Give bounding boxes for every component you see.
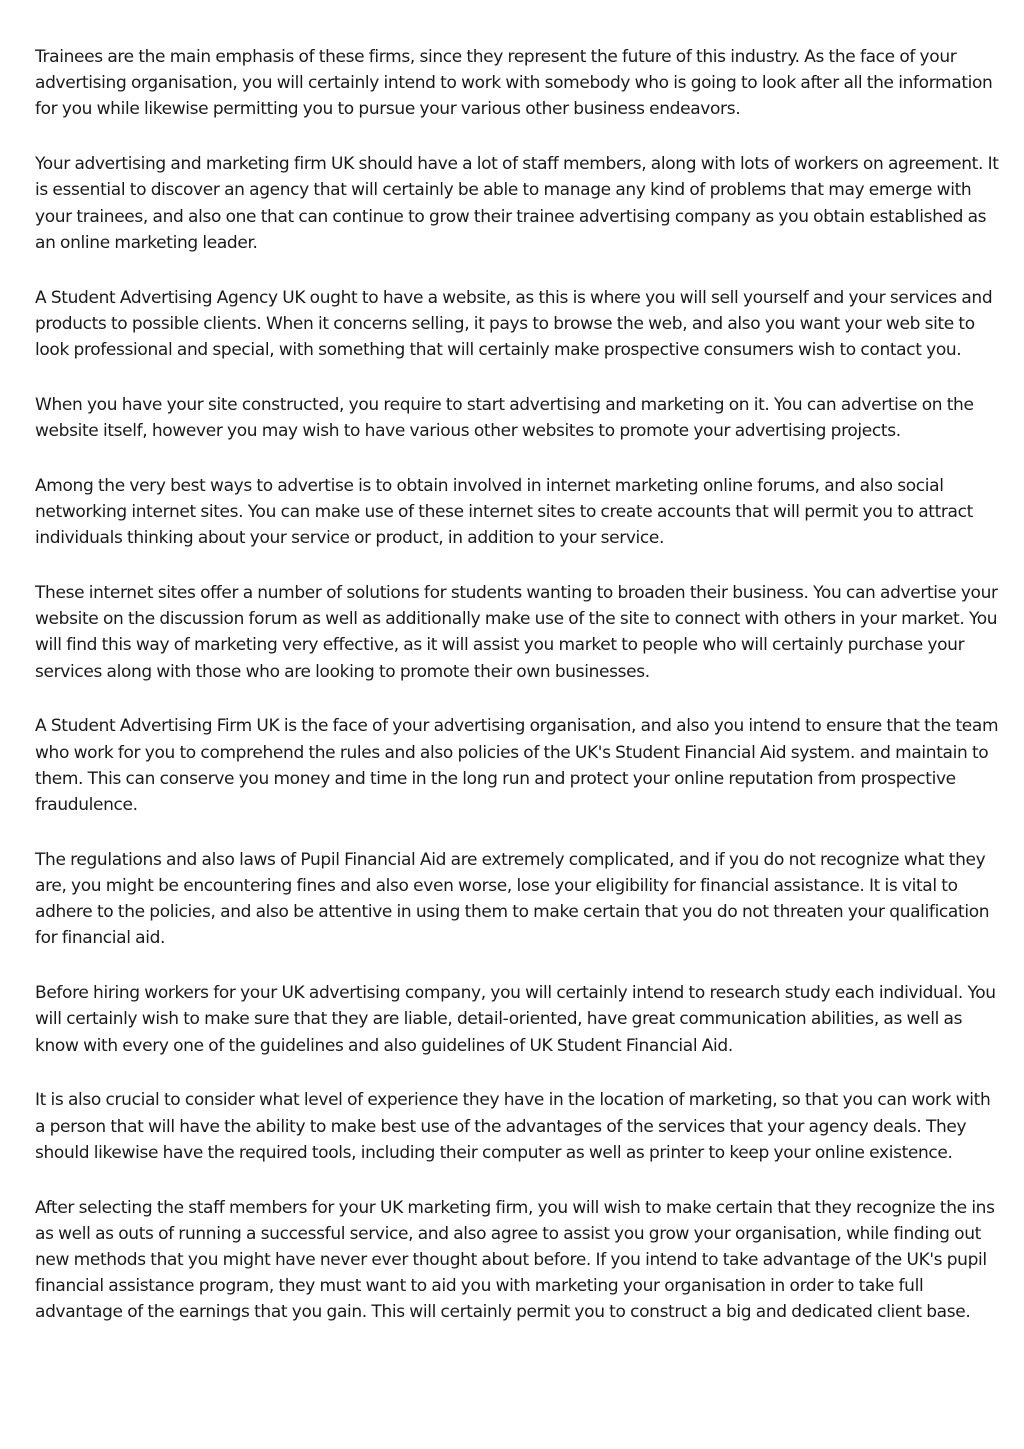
- paragraph-10: It is also crucial to consider what level of experience they have in the location of marketing, so that you can work with a person that will have the ability to make best use of the advantages of the services that your agency deals. They should likewise have the required tools, including their computer as well as printer to keep your online existence.: [35, 1090, 991, 1163]
- paragraph-7: A Student Advertising Firm UK is the face of your advertising organisation, and also you intend to ensure that the team who work for you to comprehend the rules and also policies of the UK's Student Financial Aid system. and maintain to them. This can conserve you money and time in the long run and protect your online reputation from prospective fraudulence.: [35, 716, 999, 816]
- paragraph-3: A Student Advertising Agency UK ought to have a website, as this is where you will sell yourself and your services and products to possible clients. When it concerns selling, it pays to browse the web, and also you want your web site to look professional and special, with something that will certainly make prospective consumers wish to contact you.: [35, 287, 993, 361]
- paragraph-11: After selecting the staff members for your UK marketing firm, you will wish to make certain that they recognize the ins as well as outs of running a successful service, and also agree to assist you grow your organisation, while finding out new methods that you might have never ever thought about before. If you intend to take advantage of the UK's pupil financial assistance program, they must want to aid you with marketing your organisation in order to take full advantage of the earnings that you gain. This will certainly permit you to construct a big and dedicated client base.: [35, 1197, 995, 1323]
- document-body: [35, 44, 1000, 1354]
- paragraph-1: Trainees are the main emphasis of these firms, since they represent the future of this industry. As the face of your advertising organisation, you will certainly intend to work with somebody who is going to look after all the information for you while likewise permitting you to pursue your various other business endeavors.: [35, 47, 993, 120]
- paragraph-6: These internet sites offer a number of solutions for students wanting to broaden their business. You can advertise your website on the discussion forum as well as additionally make use of the site to connect with others in your market. You will find this way of marketing very effective, as it will assist you market to people who will certainly purchase your services along with those who are looking to promote their own businesses.: [35, 583, 998, 682]
- paragraph-2: Your advertising and marketing firm UK should have a lot of staff members, along with lots of workers on agreement. It is essential to discover an agency that will certainly be able to manage any kind of problems that may emerge with your trainees, and also one that can continue to grow their trainee advertising company as you obtain established as an online marketing leader.: [35, 154, 999, 253]
- paragraph-5: Among the very best ways to advertise is to obtain involved in internet marketing online forums, and also social networking internet sites. You can make use of these internet sites to create accounts that will permit you to attract individuals thinking about your service or product, in addition to your service.: [35, 475, 973, 549]
- paragraph-4: When you have your site constructed, you require to start advertising and marketing on it. You can advertise on the website itself, however you may wish to have various other websites to promote your advertising projects.: [35, 394, 974, 442]
- paragraph-9: Before hiring workers for your UK advertising company, you will certainly intend to research study each individual. You will certainly wish to make sure that they are liable, detail-oriented, have great communication abilities, as well as know with every one of the guidelines and also guidelines of UK Student Financial Aid.: [35, 983, 996, 1056]
- paragraph-8: The regulations and also laws of Pupil Financial Aid are extremely complicated, and if you do not recognize what they are, you might be encountering fines and also even worse, lose your eligibility for financial assistance. It is vital to adhere to the policies, and also be attentive in using them to make certain that you do not threaten your qualification for financial aid.: [35, 849, 990, 949]
